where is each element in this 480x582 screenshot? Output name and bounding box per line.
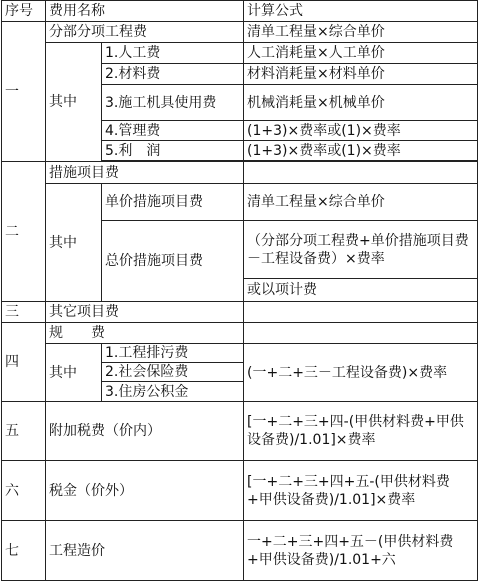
section-title: 其它项目费 xyxy=(46,302,244,323)
seq-cell: 二 xyxy=(2,162,46,302)
table-row xyxy=(2,461,478,521)
item-name: 税金（价外） xyxy=(46,461,244,521)
table-row xyxy=(2,402,478,461)
formula-cell: 人工消耗量×人工单价 xyxy=(244,43,478,64)
section-title: 措施项目费 xyxy=(46,162,244,184)
formula-cell: [一+二+三+四+五-(甲供材料费+甲供设备费)/1.01]×费率 xyxy=(244,461,478,521)
seq-cell: 一 xyxy=(2,22,46,162)
formula-cell: (一+二+三－工程设备费)×费率 xyxy=(244,344,478,402)
table-row xyxy=(2,302,478,323)
table-row xyxy=(2,162,478,184)
header-formula: 计算公式 xyxy=(244,1,478,22)
seq-cell: 六 xyxy=(2,461,46,521)
table-row xyxy=(2,43,478,64)
section-title: 规 费 xyxy=(46,323,244,344)
section-title: 分部分项工程费 xyxy=(46,22,244,43)
item-name: 1.人工费 xyxy=(102,43,244,64)
header-name: 费用名称 xyxy=(46,1,244,22)
formula-cell: 材料消耗量×材料单价 xyxy=(244,64,478,85)
seq-cell: 三 xyxy=(2,302,46,323)
item-name: 单价措施项目费 xyxy=(102,184,244,221)
table-row xyxy=(2,344,478,363)
sub-label: 其中 xyxy=(46,344,102,402)
table-row xyxy=(2,184,478,221)
header-row xyxy=(2,1,478,22)
formula-cell: 或以项计费 xyxy=(244,279,478,302)
formula-cell: (1+3)×费率或(1)×费率 xyxy=(244,121,478,141)
formula-cell: 清单工程量×综合单价 xyxy=(244,184,478,221)
formula-cell: （分部分项工程费+单价措施项目费－工程设备费）×费率 xyxy=(244,221,478,279)
item-name: 3.施工机具使用费 xyxy=(102,85,244,121)
formula-cell: 机械消耗量×机械单价 xyxy=(244,85,478,121)
item-name: 附加税费（价内） xyxy=(46,402,244,461)
item-name: 2.社会保险费 xyxy=(102,363,244,382)
formula-cell: [一+二+三+四-(甲供材料费+甲供设备费)/1.01]×费率 xyxy=(244,402,478,461)
sub-label: 其中 xyxy=(46,184,102,302)
formula-cell: 清单工程量×综合单价 xyxy=(244,22,478,43)
formula-cell: (1+3)×费率或(1)×费率 xyxy=(244,141,478,161)
sub-label: 其中 xyxy=(46,43,102,162)
header-seq: 序号 xyxy=(2,1,46,22)
table-row xyxy=(2,22,478,43)
seq-cell: 七 xyxy=(2,521,46,581)
item-name: 工程造价 xyxy=(46,521,244,581)
item-name: 4.管理费 xyxy=(102,121,244,141)
table-row xyxy=(2,323,478,344)
seq-cell: 四 xyxy=(2,323,46,402)
item-name: 1.工程排污费 xyxy=(102,344,244,363)
table-row xyxy=(2,521,478,581)
seq-cell: 五 xyxy=(2,402,46,461)
fee-composition-table xyxy=(1,0,478,581)
item-name: 2.材料费 xyxy=(102,64,244,85)
formula-cell: 一+二+三+四+五－(甲供材料费+甲供设备费)/1.01+六 xyxy=(244,521,478,581)
item-name: 3.住房公积金 xyxy=(102,382,244,402)
item-name: 5.利 润 xyxy=(102,141,244,161)
item-name: 总价措施项目费 xyxy=(102,221,244,302)
